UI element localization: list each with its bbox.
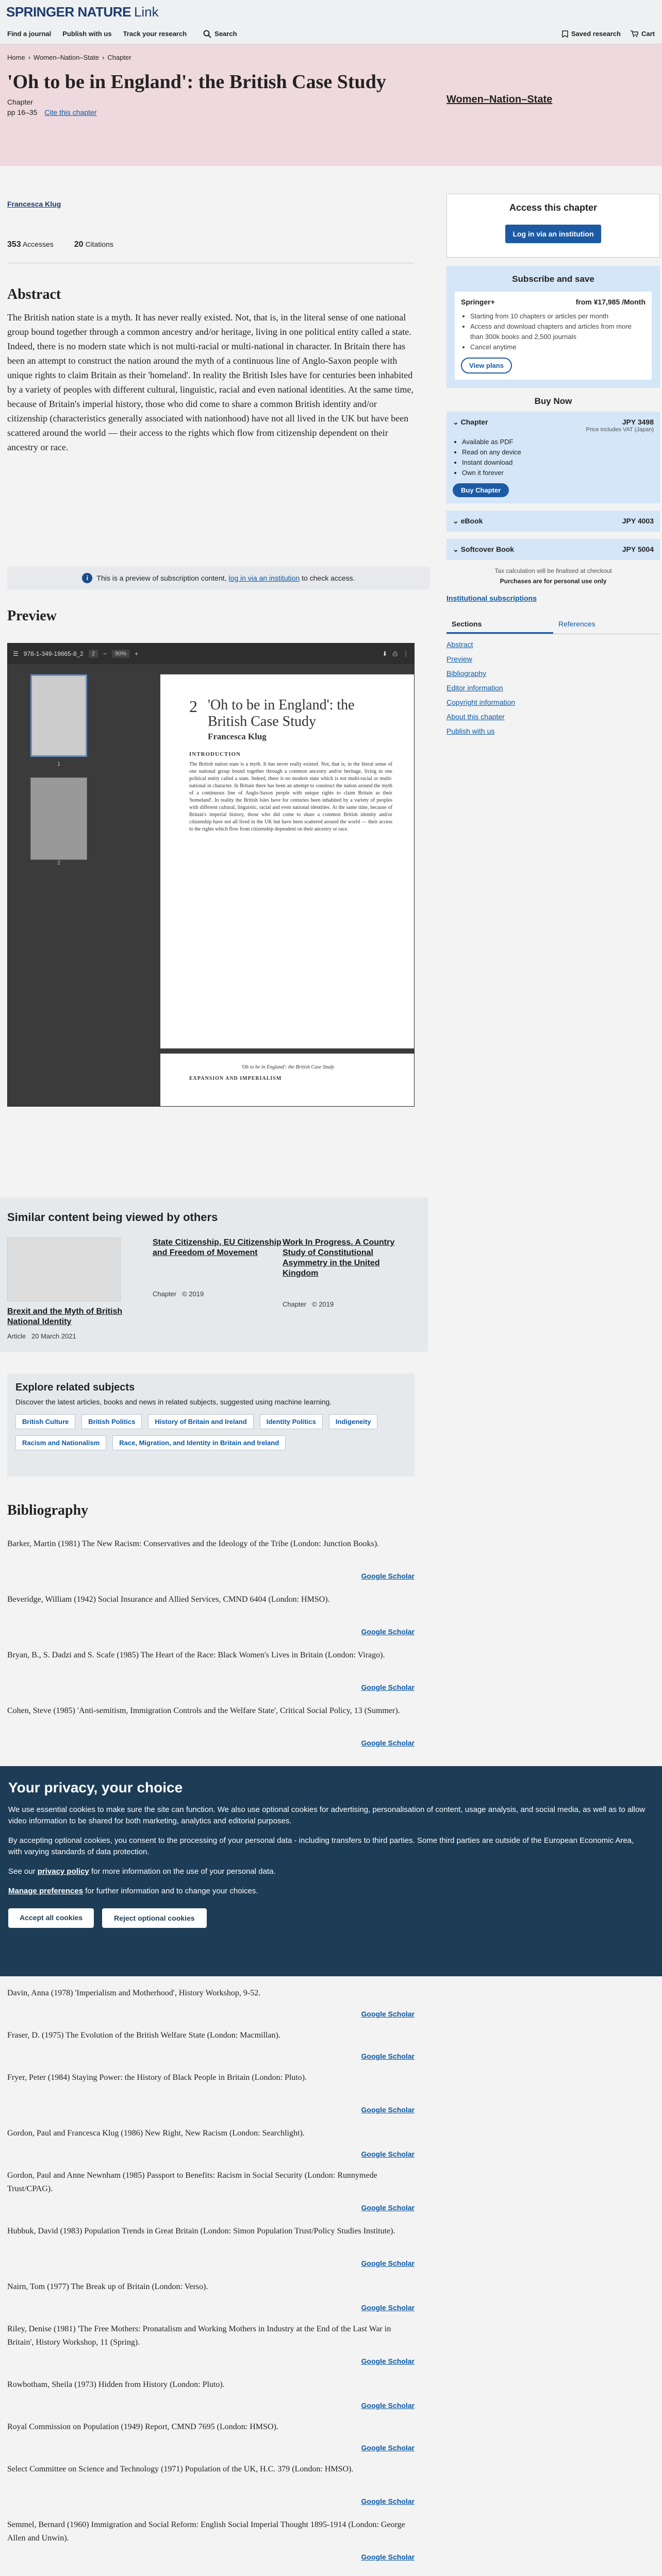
- sidebar-tabs: [446, 616, 660, 634]
- page-input[interactable]: 2: [89, 650, 98, 658]
- view-plans-button[interactable]: View plans: [461, 358, 512, 374]
- card-date: © 2019: [182, 1290, 204, 1298]
- page-intro-heading: INTRODUCTION: [189, 751, 241, 757]
- bibliography-entry: [7, 1704, 415, 1747]
- toc-about[interactable]: About this chapter: [446, 713, 505, 721]
- card-date: 20 March 2021: [31, 1332, 76, 1340]
- google-scholar-link[interactable]: Google Scholar: [361, 2204, 415, 2212]
- thumbnail-number: 2: [57, 860, 61, 866]
- cookie-privacy-text: [8, 1866, 648, 1877]
- brand-bar: [0, 0, 662, 24]
- bibliography-entry: [7, 2280, 415, 2312]
- search-icon: [203, 30, 211, 38]
- bibliography-entry: [7, 1987, 415, 2018]
- explore-desc: Discover the latest articles, books and news in related subjects, suggested using machine learning.: [15, 1398, 332, 1406]
- search-label: Search: [214, 30, 237, 38]
- tab-sections[interactable]: Sections: [446, 616, 553, 634]
- metrics: [7, 240, 113, 249]
- bibliography-heading: Bibliography: [7, 1502, 89, 1518]
- springer-plus-plan: [455, 292, 652, 380]
- print-icon[interactable]: ⎙: [392, 650, 398, 657]
- accesses-count: 353: [7, 240, 21, 249]
- card-type: Article: [7, 1332, 26, 1340]
- reference-text: [7, 2574, 415, 2576]
- breadcrumb-book[interactable]: Women–Nation–State: [34, 54, 99, 61]
- reference-text: Nairn, Tom (1977) The Break up of Britain (London: Verso).: [7, 2282, 208, 2291]
- zoom-in-icon[interactable]: +: [135, 650, 139, 657]
- subject-chip[interactable]: Race, Migration, and Identity in Britain and Ireland: [112, 1435, 286, 1450]
- chapter-header: [0, 44, 662, 166]
- zoom-level[interactable]: 90%: [112, 650, 129, 658]
- reference-text: Hubbuk, David (1983) Population Trends in Great Britain (London: Simon Population Trust/Policy Studies Institute).: [7, 2227, 395, 2235]
- article-thumbnail: [7, 1238, 121, 1301]
- subject-chip[interactable]: Racism and Nationalism: [15, 1435, 106, 1450]
- track-research-link[interactable]: Track your research: [123, 30, 187, 38]
- purchase-feature: • Read on any device: [462, 447, 654, 457]
- ebook-purchase[interactable]: [446, 511, 660, 532]
- thumbnail-page-2[interactable]: [30, 777, 87, 860]
- reference-text: Select Committee on Science and Technology (1971) Population of the UK, H.C. 379 (London: HMSO).: [7, 2465, 354, 2473]
- subject-chip[interactable]: Indigeneity: [329, 1414, 378, 1429]
- card-title[interactable]: Work In Progress. A Country Study of Constitutional Asymmetry in the United Kingdom: [283, 1238, 395, 1278]
- reference-text: Gordon, Paul and Francesca Klug (1986) New Right, New Racism (London: Searchlight).: [7, 2129, 305, 2138]
- toc-preview[interactable]: Preview: [446, 655, 472, 663]
- softcover-label: Softcover Book: [460, 545, 515, 553]
- cookie-heading: Your privacy, your choice: [8, 1780, 183, 1795]
- accesses-label: Accesses: [22, 240, 54, 248]
- saved-research-link[interactable]: [562, 30, 621, 38]
- manage-preferences-link[interactable]: Manage preferences: [8, 1887, 84, 1895]
- bibliography-entry: [7, 1593, 415, 1636]
- page-chapter-number: 2: [189, 697, 197, 716]
- breadcrumb-home[interactable]: Home: [7, 54, 25, 61]
- google-scholar-link[interactable]: Google Scholar: [361, 2303, 415, 2312]
- reference-text: Bryan, B., S. Dadzi and S. Scafe (1985) The Heart of the Race: Black Women's Lives in Britain (London: Virago).: [7, 1651, 385, 1659]
- pdf-page: [160, 674, 415, 1048]
- toc-publish[interactable]: Publish with us: [446, 727, 495, 735]
- buy-chapter-button[interactable]: Buy Chapter: [453, 483, 509, 497]
- plan-price: from ¥17,985 /Month: [575, 298, 646, 306]
- google-scholar-link[interactable]: Google Scholar: [361, 2052, 415, 2060]
- bookmark-icon: [562, 30, 568, 38]
- reference-text: Cohen, Steve (1985) 'Anti-semitism, Immigration Controls and the Welfare State', Critical Social Policy, 13 (Summer).: [7, 1706, 400, 1715]
- bibliography-entry: [7, 2127, 415, 2158]
- card-title[interactable]: Brexit and the Myth of British National Identity: [7, 1307, 123, 1326]
- thumbnail-panel: [20, 674, 97, 876]
- google-scholar-link[interactable]: Google Scholar: [361, 2357, 415, 2365]
- cookie-text: We use essential cookies to make sure the site can function. We also use optional cookies for advertising, personalisation of content, usage analysis, and social media, as well as to allow video information to be shared for both marketing, analytics and editorial purposes.: [8, 1805, 646, 1825]
- reference-text: Gordon, Paul and Anne Newnham (1985) Passport to Benefits: Racism in Social Security (London: Runnymede Trust/CPAG).: [7, 2171, 377, 2193]
- google-scholar-link[interactable]: Google Scholar: [361, 2401, 415, 2410]
- subject-chip[interactable]: British Politics: [81, 1414, 142, 1429]
- google-scholar-link[interactable]: Google Scholar: [361, 2106, 415, 2114]
- purchase-feature: • Instant download: [462, 457, 654, 468]
- google-scholar-link[interactable]: Google Scholar: [361, 1739, 415, 1747]
- breadcrumb-current: Chapter: [107, 54, 131, 61]
- zoom-out-icon[interactable]: −: [103, 650, 107, 657]
- reference-text: Riley, Denise (1981) 'The Free Mothers: Pronatalism and Working Mothers in Industry at the End of the Last War in Britain', History Workshop, 11 (Spring).: [7, 2325, 391, 2347]
- breadcrumb: [7, 54, 131, 61]
- search-button[interactable]: [203, 30, 237, 38]
- reference-text: Rowbotham, Sheila (1973) Hidden from History (London: Pluto).: [7, 2380, 225, 2389]
- privacy-suffix: for more information on the use of your personal data.: [91, 1867, 276, 1876]
- softcover-price: JPY 5004: [622, 545, 654, 553]
- google-scholar-link[interactable]: Google Scholar: [361, 1628, 415, 1636]
- menu-icon[interactable]: ☰: [13, 650, 19, 657]
- access-box: [446, 194, 660, 258]
- subject-chip[interactable]: British Culture: [15, 1414, 75, 1429]
- chevron-down-icon[interactable]: ⌄: [453, 517, 459, 525]
- abstract-heading: Abstract: [7, 286, 61, 302]
- file-name: 978-1-349-19865-8_2: [23, 650, 84, 657]
- thumbnail-number: 1: [57, 761, 61, 767]
- reference-text: Fryer, Peter (1984) Staying Power: the History of Black People in Britain (London: Pluto).: [7, 2073, 307, 2082]
- similar-card[interactable]: [7, 1238, 136, 1340]
- toc-copyright[interactable]: Copyright information: [446, 698, 516, 706]
- bibliography-entry: [7, 2169, 415, 2212]
- pdf-page-2: [160, 1054, 415, 1107]
- page2-heading: EXPANSION AND IMPERIALISM: [189, 1076, 282, 1081]
- chapter-price: JPY 3498: [622, 418, 654, 426]
- subject-chip[interactable]: Identity Politics: [260, 1414, 323, 1429]
- preview-heading: Preview: [7, 608, 57, 624]
- similar-content: [0, 1197, 428, 1352]
- google-scholar-link[interactable]: Google Scholar: [361, 2553, 415, 2561]
- author-link[interactable]: Francesca Klug: [7, 200, 61, 208]
- cart-icon: [630, 30, 638, 38]
- softcover-purchase[interactable]: [446, 539, 660, 560]
- manage-suffix: for further information and to change your choices.: [85, 1887, 258, 1895]
- plan-name: Springer+: [461, 298, 495, 306]
- bibliography-entry: [7, 2463, 415, 2505]
- abstract-text: The British nation state is a myth. It has never really existed. Not, that is, in the literal sense of one national group bound together through a common ancestry and/or heritage, living in one political entity called a state. Indeed, there is no modern state which is not multi-racial or multi-national in character. In Britain there has been an attempt to construct the nation around the myth of a continuous line of Anglo-Saxon people with unique rights to claim Britain as their 'homeland'. In reality the British Isles have for centuries been inhabited by a variety of peoples with different cultural, linguistic, racial and even national identities. At the same time, because of Britain's imperial history, those who did come to share a common British identity and/or citizenship (characteristics generally associated with nationhood) have not all lived in the UK but have been scattered around the world — their access to the rights which flow from citizenship dependent on their ancestry or race.: [7, 312, 413, 452]
- card-title[interactable]: State Citizenship, EU Citizenship and Freedom of Movement: [153, 1238, 282, 1257]
- chapter-label: Chapter: [460, 418, 488, 426]
- bibliography-entry: [7, 2071, 415, 2114]
- similar-card[interactable]: [153, 1238, 282, 1298]
- bibliography-entry: [7, 1537, 415, 1580]
- privacy-prefix: See our: [8, 1867, 36, 1876]
- page-chapter-title: 'Oh to be in England': the British Case Study: [208, 697, 355, 730]
- toc-editor-information[interactable]: Editor information: [446, 684, 503, 692]
- brand-link[interactable]: Link: [134, 4, 159, 20]
- tab-references[interactable]: References: [558, 620, 595, 628]
- subscribe-heading: Subscribe and save: [512, 274, 594, 284]
- chevron-right-icon: ›: [28, 54, 31, 61]
- chevron-down-icon[interactable]: ⌄: [453, 418, 459, 426]
- reject-cookies-button[interactable]: Reject optional cookies: [102, 1908, 206, 1928]
- ebook-label: eBook: [460, 517, 483, 525]
- page2-running-head: 'Oh to be in England': the British Case Study: [241, 1064, 335, 1070]
- buy-now-heading: Buy Now: [534, 396, 572, 406]
- purchase-feature: • Own it forever: [462, 468, 654, 478]
- more-icon[interactable]: ⋮: [403, 650, 409, 657]
- price-note: Price includes VAT (Japan): [586, 427, 654, 433]
- toc-bibliography[interactable]: Bibliography: [446, 669, 487, 677]
- bibliography-entry: [7, 2518, 415, 2561]
- pdf-viewer[interactable]: [7, 643, 415, 1107]
- brand-name[interactable]: SPRINGER NATURE: [6, 4, 131, 20]
- google-scholar-link[interactable]: Google Scholar: [361, 1572, 415, 1580]
- bibliography-entry: [7, 2378, 415, 2410]
- bibliography-entry: [7, 2029, 415, 2060]
- card-meta: [283, 1300, 411, 1308]
- download-icon[interactable]: ⬇: [382, 650, 388, 657]
- publish-link[interactable]: Publish with us: [62, 30, 112, 38]
- thumbnail-page-1[interactable]: [30, 674, 87, 757]
- card-meta: [7, 1332, 136, 1340]
- card-type: Chapter: [283, 1300, 307, 1308]
- google-scholar-link[interactable]: Google Scholar: [361, 2150, 415, 2158]
- preview-notice: [7, 567, 430, 589]
- find-journal-link[interactable]: Find a journal: [7, 30, 52, 38]
- preview-notice-text: This is a preview of subscription content,: [96, 574, 227, 582]
- toc-abstract[interactable]: Abstract: [446, 640, 473, 649]
- subject-chip[interactable]: History of Britain and Ireland: [148, 1414, 253, 1429]
- card-date: © 2019: [312, 1300, 334, 1308]
- plan-feature: • Access and download chapters and articles from more than 300k books and 2,500 journals: [470, 321, 646, 342]
- info-icon: i: [82, 573, 92, 583]
- accept-cookies-button[interactable]: Accept all cookies: [8, 1908, 94, 1928]
- login-institution-link[interactable]: log in via an institution: [228, 574, 300, 582]
- viewer-toolbar: [8, 643, 414, 664]
- content-type: Chapter: [7, 98, 33, 106]
- access-heading: Access this chapter: [509, 202, 598, 213]
- cart-label: Cart: [641, 30, 655, 38]
- reference-text: Davin, Anna (1978) 'Imperialism and Motherhood', History Workshop, 9-52.: [7, 1989, 261, 1997]
- sidebar: [446, 194, 660, 735]
- citations-metric[interactable]: [74, 240, 113, 249]
- purchase-feature: • Available as PDF: [462, 437, 654, 447]
- subscribe-box: [446, 266, 660, 388]
- page-body: The British nation state is a myth. It has never really existed. Not, that is, in the literal sense of one national group bound together through a common ancestry and/or heritage, living in one political entity called a state. Indeed, there is no modern state which is not multi-racial or multi-national in character. In Britain there has been an attempt to construct the nation around the myth of a continuous line of Anglo-Saxon people with unique rights to claim Britain as their 'homeland'. In reality the British Isles have for centuries been inhabited by a variety of peoples with different cultural, linguistic, racial and even national identities. At the same time, because of Britain's imperial history, those who did come to share a common British identity and/or citizenship have not all lived in the UK but have been scattered around the world — their access to the rights which flow from citizenship dependent on their ancestry or race.: [189, 761, 392, 832]
- bibliography-entry: [7, 2574, 415, 2576]
- explore-subjects: [7, 1374, 415, 1477]
- tax-note: Tax calculation will be finalised at checkout: [494, 567, 612, 574]
- google-scholar-link[interactable]: Google Scholar: [361, 1683, 415, 1691]
- top-nav: [0, 24, 662, 44]
- bibliography-entry: [7, 2323, 415, 2365]
- reference-text: Fraser, D. (1975) The Evolution of the British Welfare State (London: Macmillan).: [7, 2031, 280, 2040]
- reference-text: Barker, Martin (1981) The New Racism: Conservatives and the Ideology of the Tribe (London: Junction Books).: [7, 1539, 379, 1548]
- sections-list: [446, 640, 660, 735]
- card-type: Chapter: [153, 1290, 177, 1298]
- chevron-right-icon: ›: [102, 54, 105, 61]
- chapter-purchase: [446, 412, 660, 503]
- bibliography-entry: [7, 2420, 415, 2452]
- saved-label: Saved research: [571, 30, 621, 38]
- explore-heading: Explore related subjects: [15, 1382, 135, 1393]
- similar-card[interactable]: [283, 1238, 411, 1308]
- book-title-link[interactable]: Women–Nation–State: [446, 94, 553, 105]
- card-meta: [153, 1290, 282, 1298]
- cookie-consent-text: By accepting optional cookies, you consent to the processing of your personal data - including transfers to third parties. Some third parties are outside of the European Economic Area, with varying standards of data protection.: [8, 1836, 634, 1856]
- personal-note: Purchases are for personal use only: [500, 578, 607, 585]
- reference-text: Royal Commission on Population (1949) Report, CMND 7695 (London: HMSO).: [7, 2422, 278, 2431]
- cookie-manage-text: [8, 1886, 648, 1897]
- login-institution-button[interactable]: Log in via an institution: [505, 225, 601, 243]
- google-scholar-link[interactable]: Google Scholar: [361, 2444, 415, 2452]
- pages: pp 16–35: [7, 108, 38, 116]
- cookie-banner: [0, 1766, 662, 1976]
- plan-feature: • Cancel anytime: [470, 342, 646, 352]
- bibliography-entry: [7, 1649, 415, 1691]
- preview-notice-suffix: to check access.: [302, 574, 355, 582]
- page-chapter-author: Francesca Klug: [208, 732, 267, 741]
- bibliography-entry: [7, 2225, 415, 2267]
- reference-text: Beveridge, William (1942) Social Insurance and Allied Services, CMND 6404 (London: HMSO).: [7, 1595, 330, 1604]
- google-scholar-link[interactable]: Google Scholar: [361, 2010, 415, 2018]
- privacy-policy-link[interactable]: privacy policy: [37, 1867, 89, 1876]
- reference-text: Semmel, Bernard (1960) Immigration and Social Reform: English Social Imperial Thought 1895-1914 (London: George Allen and Unwin).: [7, 2520, 405, 2543]
- cite-chapter-link[interactable]: Cite this chapter: [44, 108, 97, 116]
- chevron-down-icon[interactable]: ⌄: [453, 545, 459, 553]
- page-range: [7, 108, 96, 116]
- institutional-link[interactable]: Institutional subscriptions: [446, 594, 537, 602]
- similar-heading: Similar content being viewed by others: [7, 1211, 218, 1224]
- google-scholar-link[interactable]: Google Scholar: [361, 2259, 415, 2267]
- accesses-metric[interactable]: [7, 240, 54, 249]
- citations-count: 20: [74, 240, 84, 249]
- cart-link[interactable]: [630, 30, 655, 38]
- plan-feature: • Starting from 10 chapters or articles per month: [470, 311, 646, 321]
- citations-label: Citations: [85, 240, 113, 248]
- ebook-price: JPY 4003: [622, 517, 654, 525]
- page-title: 'Oh to be in England': the British Case Study: [7, 71, 386, 93]
- google-scholar-link[interactable]: Google Scholar: [361, 2497, 415, 2505]
- subject-chips: [15, 1414, 407, 1450]
